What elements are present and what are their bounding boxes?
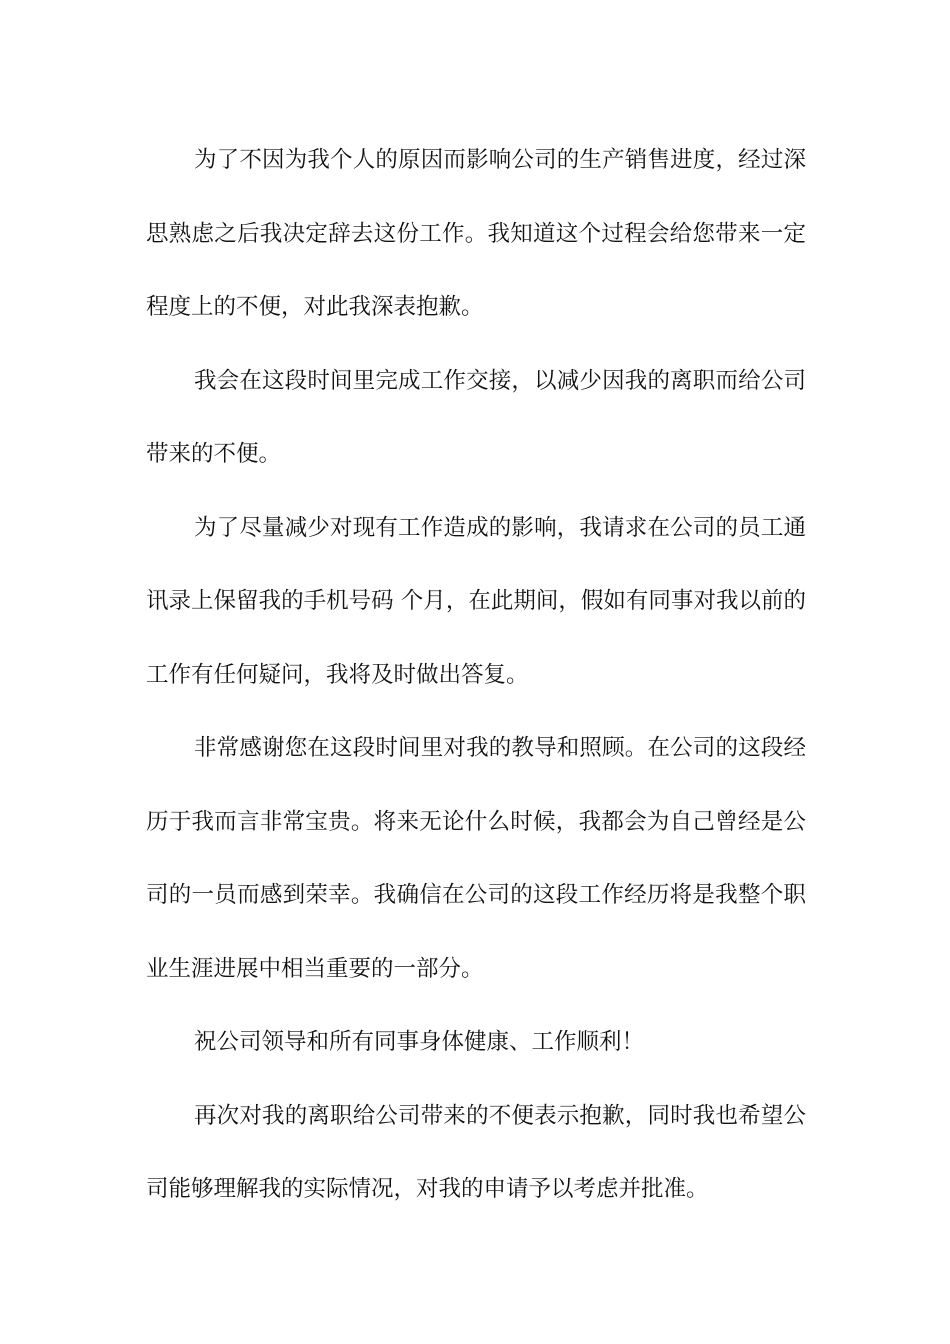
paragraph-wishes: 祝公司领导和所有同事身体健康、工作顺利！ [194,1029,645,1055]
letter-body [146,124,806,1227]
paragraph-contact-info: 为了尽量减少对现有工作造成的影响，我请求在公司的员工通讯录上保留我的手机号码 个月，在此期间，假如有同事对我以前的工作有任何疑问，我将及时做出答复。 [146,514,806,688]
paragraph-gratitude: 非常感谢您在这段时间里对我的教导和照顾。在公司的这段经历于我而言非常宝贵。将来无论什么时候，我都会为自己曾经是公司的一员而感到荣幸。我确信在公司的这段工作经历将是我整个职业生涯进展中相当重要的一部分。 [146,735,806,982]
paragraph-production-delay: 为了不因为我个人的原因而影响公司的生产销售进度，经过深思熟虑之后我决定辞去这份工作。我知道这个过程会给您带来一定程度上的不便，对此我深表抱歉。 [146,147,806,320]
paragraph-apology: 再次对我的离职给公司带来的不便表示抱歉，同时我也希望公司能够理解我的实际情况，对我的申请予以考虑并批准。 [146,1102,806,1202]
paragraph-handover: 我会在这段时间里完成工作交接，以减少因我的离职而给公司带来的不便。 [146,367,806,467]
